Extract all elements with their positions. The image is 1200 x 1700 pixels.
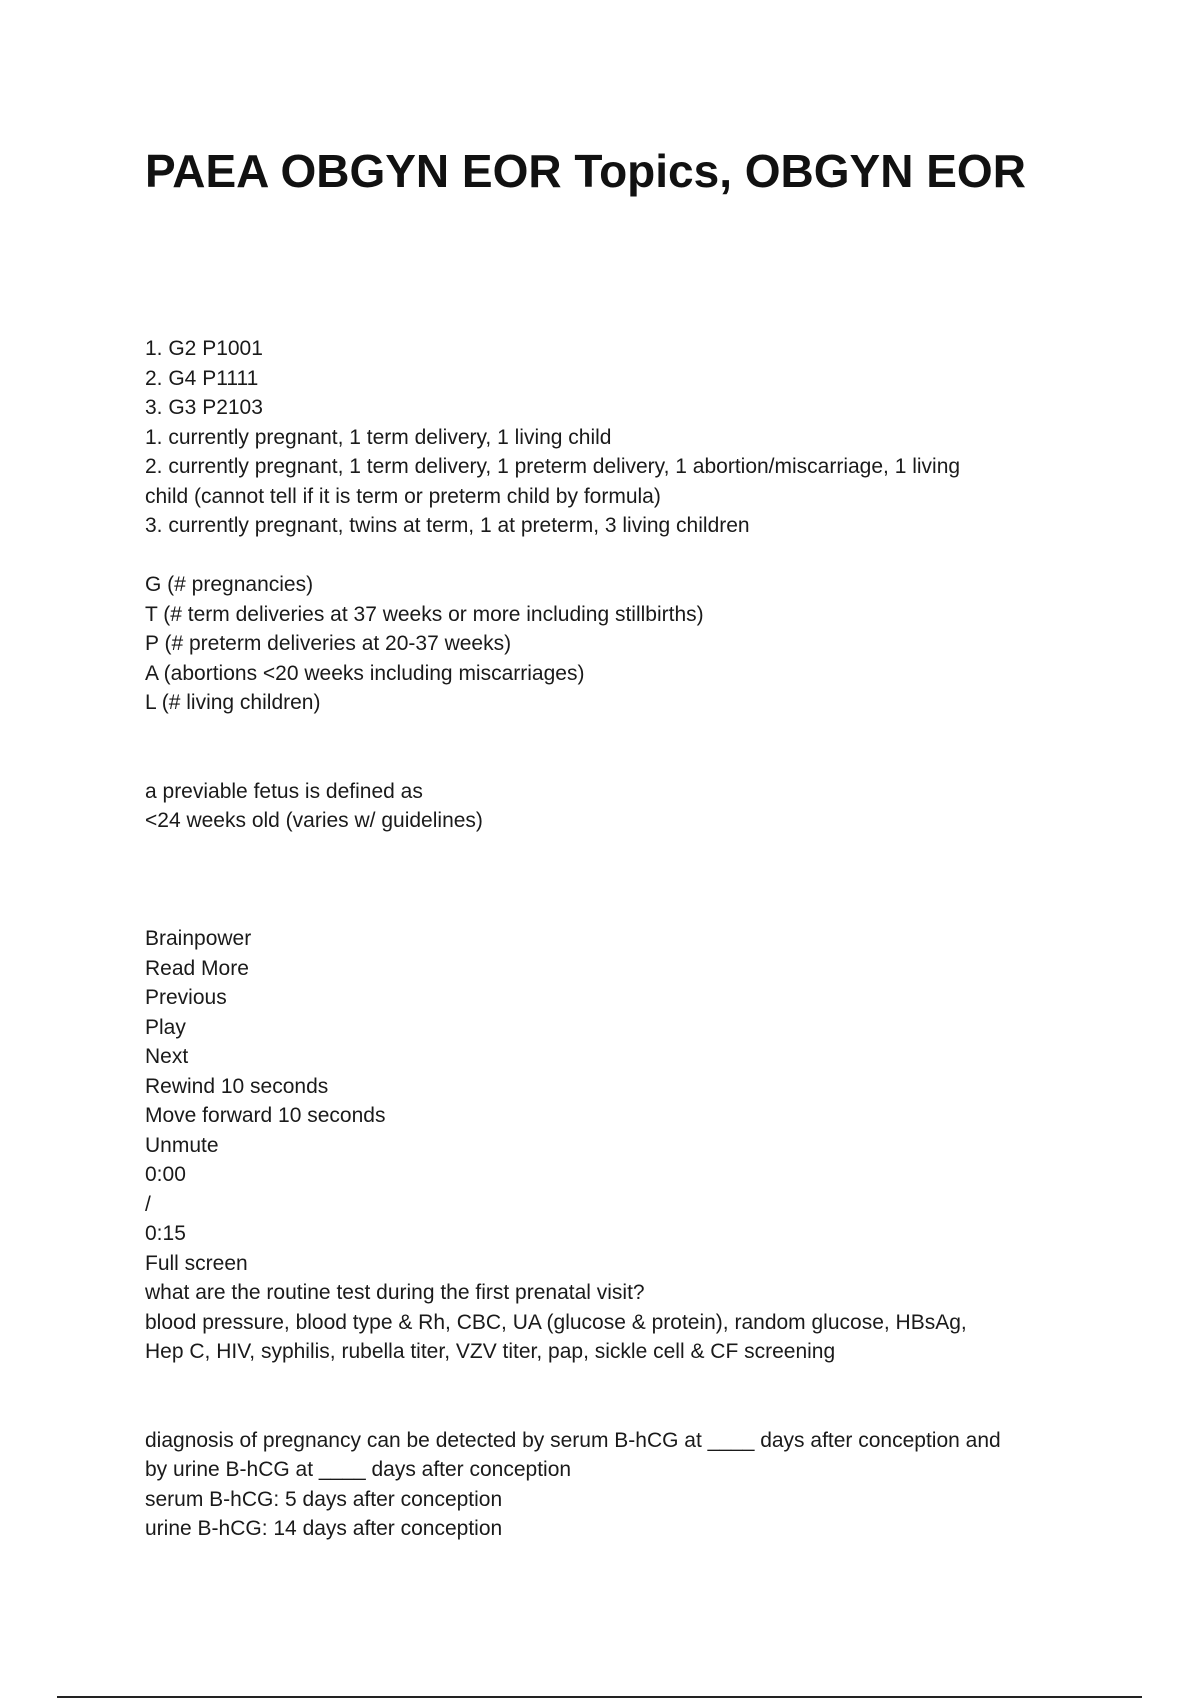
- question-text: what are the routine test during the first prenatal visit?: [145, 1281, 645, 1304]
- spacer: [145, 1367, 1065, 1426]
- duration: 0:15: [145, 1222, 186, 1245]
- answer-text: <24 weeks old (varies w/ guidelines): [145, 809, 483, 832]
- answer-text: blood pressure, blood type & Rh, CBC, UA (glucose & protein), random glucose, HBsAg,: [145, 1310, 967, 1334]
- text-line: P (# preterm deliveries at 20-37 weeks): [145, 632, 512, 655]
- text-line: 3. currently pregnant, twins at term, 1 at preterm, 3 living children: [145, 514, 750, 537]
- video-player-text: [145, 924, 1065, 1278]
- forward-button[interactable]: Move forward 10 seconds: [145, 1104, 386, 1127]
- gtpal-definitions: [145, 570, 1065, 718]
- play-button[interactable]: Play: [145, 1015, 186, 1039]
- player-brand: Brainpower: [145, 927, 252, 950]
- text-line: 3. G3 P2103: [145, 396, 263, 419]
- question-text: by urine B-hCG at ____ days after conception: [145, 1458, 572, 1481]
- question-text: a previable fetus is defined as: [145, 779, 423, 803]
- answer-text: urine B-hCG: 14 days after conception: [145, 1517, 503, 1540]
- spacer: [145, 836, 1065, 925]
- current-time: 0:00: [145, 1163, 186, 1186]
- text-line: 1. currently pregnant, 1 term delivery, 1 living child: [145, 425, 612, 449]
- spacer: [145, 718, 1065, 777]
- gravida-para-examples: [145, 334, 1065, 541]
- text-line: G (# pregnancies): [145, 573, 314, 596]
- unmute-button[interactable]: Unmute: [145, 1133, 219, 1157]
- prenatal-visit-card: [145, 1278, 1065, 1367]
- question-text: diagnosis of pregnancy can be detected by serum B-hCG at ____ days after conception and: [145, 1428, 1001, 1452]
- answer-text: serum B-hCG: 5 days after conception: [145, 1487, 503, 1511]
- hcg-detection-card: [145, 1426, 1065, 1544]
- text-line: T (# term deliveries at 37 weeks or more including stillbirths): [145, 602, 704, 626]
- spacer: [145, 541, 1065, 571]
- read-more-link[interactable]: Read More: [145, 956, 249, 980]
- text-line: 2. G4 P1111: [145, 366, 259, 390]
- rewind-button[interactable]: Rewind 10 seconds: [145, 1074, 329, 1098]
- text-line: L (# living children): [145, 691, 321, 714]
- document-body: [145, 334, 1065, 1544]
- page-bottom-rule: [57, 1696, 1142, 1698]
- text-line: 2. currently pregnant, 1 term delivery, 1 preterm delivery, 1 abortion/miscarriage, 1 living: [145, 455, 961, 478]
- fullscreen-button[interactable]: Full screen: [145, 1251, 248, 1275]
- text-line: A (abortions <20 weeks including miscarriages): [145, 661, 585, 685]
- answer-text: Hep C, HIV, syphilis, rubella titer, VZV titer, pap, sickle cell & CF screening: [145, 1340, 836, 1363]
- previable-fetus-card: [145, 777, 1065, 836]
- previous-button[interactable]: Previous: [145, 986, 227, 1009]
- text-line: 1. G2 P1001: [145, 337, 263, 360]
- next-button[interactable]: Next: [145, 1045, 189, 1068]
- page-title: PAEA OBGYN EOR Topics, OBGYN EOR: [145, 145, 1026, 197]
- text-line: child (cannot tell if it is term or preterm child by formula): [145, 484, 661, 508]
- time-separator: /: [145, 1192, 151, 1216]
